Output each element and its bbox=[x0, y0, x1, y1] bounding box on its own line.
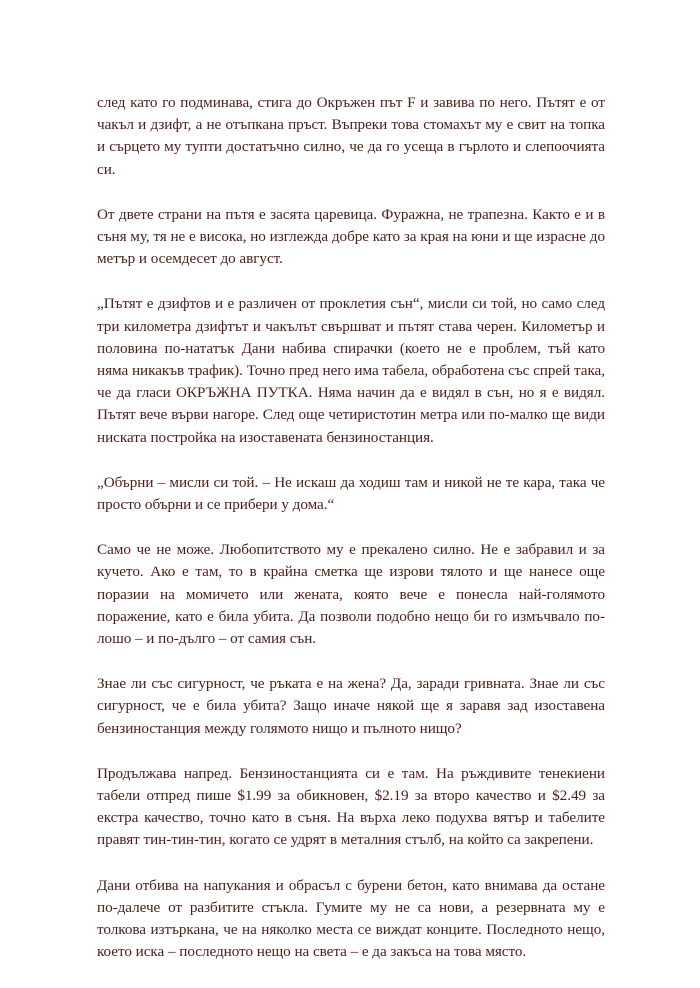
paragraph-7: Продължава напред. Бензиностанцията си е там. На ръждивите тенекиени табели отпред пише $1.99 за обикновен, $2.19 за второ качество и $2.49 за екстра качество, точно като в съня. На върха леко подухва вятър и табелите правят тин-тин-тин, когато се удрят в металния стълб, на който са закрепени. bbox=[97, 764, 605, 849]
paragraph-8: Дани отбива на напукания и обрасъл с бурени бетон, като внимава да остане по-далече от разбитите стъкла. Гумите му не са нови, а резервната му е толкова изтъркана, че на няколко места се виждат конците. Последното нещо, което иска – последното нещо на света – е да закъса на това място. bbox=[97, 876, 605, 961]
document-page bbox=[97, 92, 605, 987]
paragraph-6: Знае ли със сигурност, че ръката е на жена? Да, заради гривната. Знае ли със сигурност, че е била убита? Защо иначе някой ще я заравя зад изоставена бензиностанция между голямото нищо и пълното нищо? bbox=[97, 675, 605, 737]
paragraph-3: „Пътят е дзифтов и е различен от проклетия сън“, мисли си той, но само след три километра дзифтът и чакълът свършват и пътят става черен. Километър и половина по-нататък Дани набива спирачки (което не е проблем, тъй като няма никакъв трафик). Точно пред него има табела, обработена със спрей така, че да гласи ОКРЪЖНА ПУТКА. Няма начин да е видял в сън, но я е видял. Пътят вече върви нагоре. След още четиристотин метра или по-малко ще види ниската постройка на изоставената бензиностанция. bbox=[97, 295, 605, 446]
paragraph-4: „Обърни – мисли си той. – Не искаш да ходиш там и никой не те кара, така че просто обърни и се прибери у дома.“ bbox=[97, 473, 605, 514]
paragraph-1: след като го подминава, стига до Окръжен път F и завива по него. Пътят е от чакъл и дзифт, а не отъпкана пръст. Въпреки това стомахът му е свит на топка и сърцето му тупти достатъчно силно, че да го усеща в гърлото и слепоочията си. bbox=[97, 94, 605, 178]
paragraph-2: От двете страни на пътя е засята царевица. Фуражна, не трапезна. Както е и в съня му, тя не е висока, но изглежда добре като за края на юни и ще израсне до метър и осемдесет до август. bbox=[97, 205, 605, 268]
paragraph-5: Само че не може. Любопитството му е прекалено силно. Не е забравил и за кучето. Ако е там, то в крайна сметка ще изрови тялото и ще нанесе още поразии на момичето или жената, която вече е понесла най-голямото поражение, като е била убита. Да позволи подобно нещо би го измъчвало по-лошо – и по-дълго – от самия сън. bbox=[97, 541, 605, 648]
